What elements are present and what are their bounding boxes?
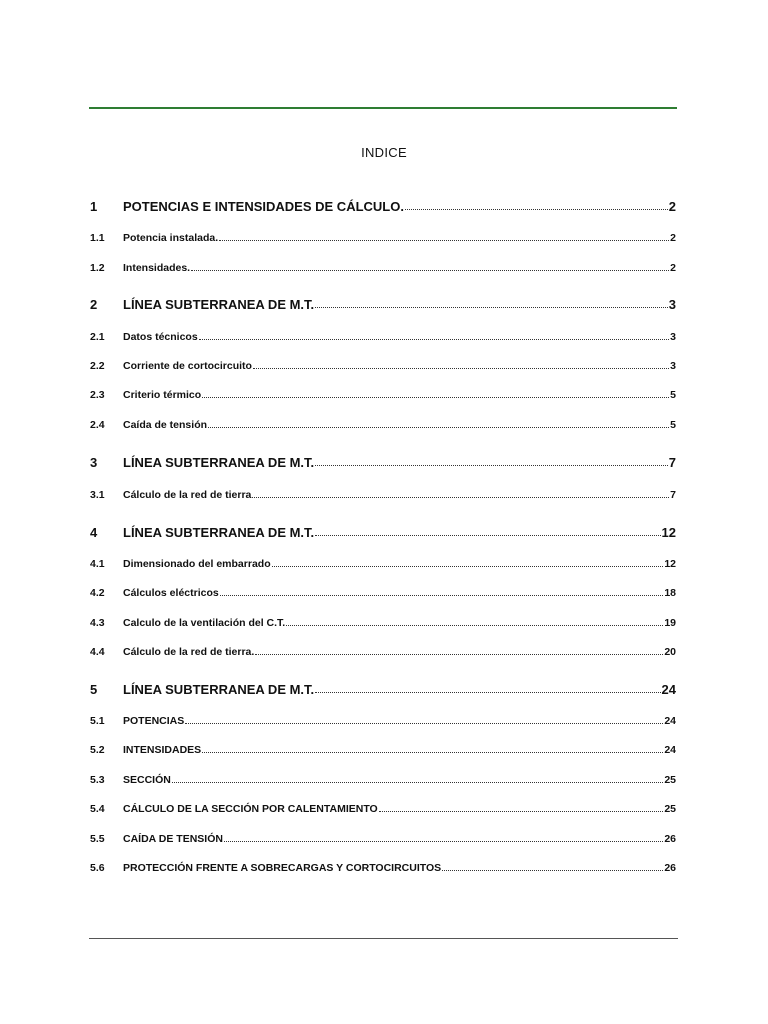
toc-leader-dots: [315, 465, 668, 466]
toc-leader-dots: [224, 841, 663, 842]
toc-entry-5-3[interactable]: [90, 774, 676, 786]
toc-entry-4-4[interactable]: [90, 646, 676, 658]
toc-entry-label: Datos técnicos: [123, 331, 198, 343]
toc-entry-4-3[interactable]: [90, 617, 676, 629]
toc-entry-page: 20: [664, 646, 676, 658]
toc-entry-1-1[interactable]: [90, 232, 676, 244]
toc-leader-dots: [442, 870, 663, 871]
toc-entry-5-6[interactable]: [90, 862, 676, 874]
header-rule: [89, 107, 677, 109]
toc-entry-number: 3.1: [90, 489, 105, 501]
toc-leader-dots: [199, 339, 669, 340]
toc-leader-dots: [272, 566, 664, 567]
toc-entry-2-2[interactable]: [90, 360, 676, 372]
document-title: INDICE: [361, 145, 407, 160]
toc-leader-dots: [252, 497, 669, 498]
toc-entry-label: LÍNEA SUBTERRANEA DE M.T.: [123, 455, 315, 470]
toc-entry-number: 4: [90, 525, 98, 540]
toc-entry-page: 18: [664, 587, 676, 599]
toc-entry-page: 26: [664, 862, 676, 874]
toc-leader-dots: [220, 595, 664, 596]
toc-leader-dots: [202, 752, 663, 753]
toc-entry-label: Intensidades.: [123, 262, 191, 274]
toc-entry-number: 1.1: [90, 232, 105, 244]
toc-entry-page: 3: [668, 297, 676, 312]
toc-entry-2-3[interactable]: [90, 389, 676, 401]
footer-rule: [89, 938, 678, 939]
toc-entry-label: CAÍDA DE TENSIÓN: [123, 833, 223, 845]
toc-entry-5[interactable]: [90, 682, 676, 697]
toc-leader-dots: [315, 692, 660, 693]
toc-entry-page: 12: [664, 558, 676, 570]
toc-entry-1-2[interactable]: [90, 262, 676, 274]
toc-leader-dots: [379, 811, 664, 812]
toc-entry-label: Cálculos eléctricos: [123, 587, 219, 599]
toc-entry-page: 2: [668, 199, 676, 214]
toc-leader-dots: [255, 654, 663, 655]
toc-entry-5-5[interactable]: [90, 833, 676, 845]
toc-entry-label: PROTECCIÓN FRENTE A SOBRECARGAS Y CORTOCIRCUITOS: [123, 862, 442, 874]
toc-entry-page: 5: [670, 389, 676, 401]
toc-leader-dots: [185, 723, 663, 724]
toc-entry-number: 5.3: [90, 774, 105, 786]
toc-leader-dots: [405, 209, 668, 210]
toc-entry-number: 5.1: [90, 715, 105, 727]
toc-entry-number: 5.5: [90, 833, 105, 845]
toc-entry-5-4[interactable]: [90, 803, 676, 815]
toc-entry-number: 2.3: [90, 389, 105, 401]
toc-leader-dots: [286, 625, 663, 626]
toc-entry-label: LÍNEA SUBTERRANEA DE M.T.: [123, 525, 315, 540]
toc-entry-label: Potencia instalada.: [123, 232, 219, 244]
toc-entry-number: 2.2: [90, 360, 105, 372]
toc-entry-label: POTENCIAS: [123, 715, 185, 727]
toc-entry-page: 25: [664, 803, 676, 815]
toc-entry-number: 1: [90, 199, 98, 214]
toc-entry-label: Cálculo de la red de tierra: [123, 489, 252, 501]
toc-entry-page: 19: [664, 617, 676, 629]
toc-entry-5-1[interactable]: [90, 715, 676, 727]
toc-entry-number: 5.2: [90, 744, 105, 756]
toc-entry-page: 24: [664, 744, 676, 756]
toc-entry-5-2[interactable]: [90, 744, 676, 756]
toc-entry-number: 5.4: [90, 803, 105, 815]
toc-entry-page: 24: [664, 715, 676, 727]
toc-entry-label: CÁLCULO DE LA SECCIÓN POR CALENTAMIENTO: [123, 803, 378, 815]
toc-entry-page: 2: [670, 262, 676, 274]
toc-entry-label: Dimensionado del embarrado: [123, 558, 271, 570]
toc-entry-number: 4.4: [90, 646, 105, 658]
toc-entry-number: 3: [90, 455, 98, 470]
toc-entry-page: 24: [661, 682, 676, 697]
toc-entry-page: 26: [664, 833, 676, 845]
toc-entry-number: 5: [90, 682, 98, 697]
toc-entry-label: Calculo de la ventilación del C.T.: [123, 617, 286, 629]
toc-entry-number: 5.6: [90, 862, 105, 874]
toc-entry-4-2[interactable]: [90, 587, 676, 599]
toc-entry-label: LÍNEA SUBTERRANEA DE M.T.: [123, 682, 315, 697]
toc-entry-1[interactable]: [90, 199, 676, 214]
toc-entry-number: 2.4: [90, 419, 105, 431]
toc-entry-page: 7: [670, 489, 676, 501]
toc-entry-page: 25: [664, 774, 676, 786]
toc-entry-label: Cálculo de la red de tierra.: [123, 646, 255, 658]
toc-entry-label: POTENCIAS E INTENSIDADES DE CÁLCULO.: [123, 199, 404, 214]
toc-entry-label: Criterio térmico: [123, 389, 202, 401]
toc-entry-label: LÍNEA SUBTERRANEA DE M.T.: [123, 297, 315, 312]
toc-entry-number: 4.2: [90, 587, 105, 599]
toc-entry-page: 3: [670, 331, 676, 343]
toc-entry-label: Caída de tensión: [123, 419, 208, 431]
toc-entry-label: INTENSIDADES: [123, 744, 202, 756]
toc-leader-dots: [315, 307, 668, 308]
toc-entry-number: 2: [90, 297, 98, 312]
toc-entry-number: 1.2: [90, 262, 105, 274]
toc-entry-page: 2: [670, 232, 676, 244]
toc-leader-dots: [219, 240, 669, 241]
toc-leader-dots: [208, 427, 669, 428]
toc-leader-dots: [202, 397, 669, 398]
toc-entry-label: Corriente de cortocircuito: [123, 360, 252, 372]
toc-leader-dots: [191, 270, 669, 271]
toc-entry-page: 7: [668, 455, 676, 470]
toc-entry-page: 3: [670, 360, 676, 372]
toc-leader-dots: [172, 782, 663, 783]
toc-entry-2-4[interactable]: [90, 419, 676, 431]
toc-entry-page: 5: [670, 419, 676, 431]
toc-leader-dots: [315, 535, 660, 536]
toc-entry-3[interactable]: [90, 455, 676, 470]
toc-entry-page: 12: [661, 525, 676, 540]
toc-entry-number: 4.1: [90, 558, 105, 570]
toc-entry-3-1[interactable]: [90, 489, 676, 501]
toc-entry-4-1[interactable]: [90, 558, 676, 570]
toc-entry-number: 4.3: [90, 617, 105, 629]
toc-leader-dots: [253, 368, 669, 369]
toc-entry-2[interactable]: [90, 297, 676, 312]
toc-entry-2-1[interactable]: [90, 331, 676, 343]
toc-entry-number: 2.1: [90, 331, 105, 343]
toc-entry-4[interactable]: [90, 525, 676, 540]
toc-entry-label: SECCIÓN: [123, 774, 171, 786]
